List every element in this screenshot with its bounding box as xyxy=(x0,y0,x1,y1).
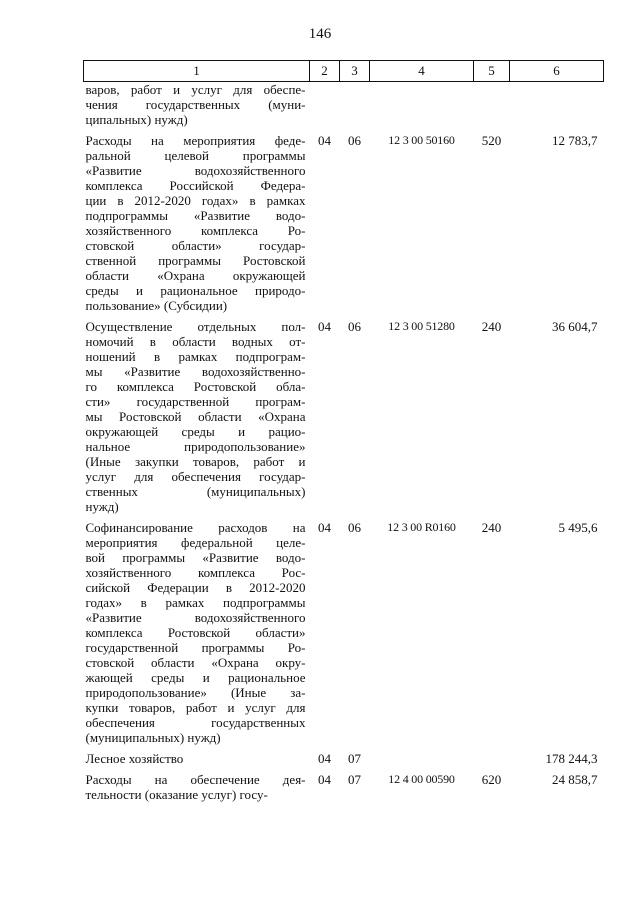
description-line: Расходы на обеспечение дея- xyxy=(85,772,306,787)
row-expense-type: 240 xyxy=(481,319,502,334)
page-number: 146 xyxy=(308,26,332,42)
description-line: окружающей среды и рацио- xyxy=(85,424,306,439)
description-line: вой программы «Развитие водо- xyxy=(85,550,306,565)
row-target-article xyxy=(370,751,474,766)
description-line: Осуществление отдельных пол- xyxy=(85,319,306,334)
description-line: Лесное хозяйство xyxy=(85,751,184,766)
row-amount: 178 244,3 xyxy=(545,751,598,766)
row-target-article: 12 3 00 50160 xyxy=(388,133,455,147)
description-line: сти» государственной програм- xyxy=(85,394,306,409)
table-header-row xyxy=(84,61,604,82)
row-target-article xyxy=(370,82,474,128)
header-col-6: 6 xyxy=(510,61,604,82)
description-line: чения государственных (муни- xyxy=(85,97,306,112)
header-col-2: 2 xyxy=(310,61,340,82)
description-line: мероприятия федеральной целе- xyxy=(85,535,306,550)
description-line: обеспечения государственных xyxy=(85,715,306,730)
description-line: подпрограммы «Развитие водо- xyxy=(85,208,306,223)
row-description xyxy=(84,751,310,766)
row-subsection-code: 07 xyxy=(348,772,361,787)
description-line: Софинансирование расходов на xyxy=(85,520,306,535)
row-target-article: 12 3 00 51280 xyxy=(388,319,455,333)
table-row xyxy=(84,520,604,745)
table-row xyxy=(84,751,604,766)
description-line: ральной целевой программы xyxy=(85,148,306,163)
description-line: тельности (оказание услуг) госу- xyxy=(85,787,268,802)
table-row xyxy=(84,319,604,514)
table-row xyxy=(84,772,604,802)
description-line: нальное природопользование» xyxy=(85,439,306,454)
description-line: государственной программы Ро- xyxy=(85,640,306,655)
row-description xyxy=(84,319,310,514)
description-line: купки товаров, работ и услуг для xyxy=(85,700,306,715)
row-subsection-code: 07 xyxy=(348,751,361,766)
row-description xyxy=(84,133,310,313)
row-target-article: 12 4 00 00590 xyxy=(388,772,455,786)
row-description xyxy=(84,82,310,128)
description-line: годах» в рамках подпрограммы xyxy=(85,595,306,610)
header-col-5: 5 xyxy=(474,61,510,82)
row-expense-type: 240 xyxy=(481,520,502,535)
description-line: ципальных) нужд) xyxy=(85,112,188,127)
description-line: среды и рациональное природо- xyxy=(85,283,306,298)
row-section-code: 04 xyxy=(318,520,331,535)
row-amount: 12 783,7 xyxy=(552,133,598,148)
table-row xyxy=(84,82,604,128)
description-line: (Иные закупки товаров, работ и xyxy=(85,454,306,469)
row-section-code xyxy=(310,82,340,128)
description-line: природопользование» (Иные за- xyxy=(85,685,306,700)
row-expense-type: 520 xyxy=(481,133,502,148)
description-line: хозяйственного комплекса Ро- xyxy=(85,223,306,238)
row-description xyxy=(84,772,310,802)
header-col-3: 3 xyxy=(340,61,370,82)
description-line: номочий в области водных от- xyxy=(85,334,306,349)
description-line: мы Ростовской области «Охрана xyxy=(85,409,306,424)
row-expense-type xyxy=(474,82,510,128)
row-amount: 24 858,7 xyxy=(552,772,598,787)
row-section-code: 04 xyxy=(318,772,331,787)
row-target-article: 12 3 00 R0160 xyxy=(387,520,456,534)
row-expense-type xyxy=(474,751,510,766)
description-line: комплекса Российской Федера- xyxy=(85,178,306,193)
description-line: стовской области «Охрана окру- xyxy=(85,655,306,670)
row-subsection-code xyxy=(340,82,370,128)
description-line: нужд) xyxy=(85,499,119,514)
description-line: комплекса Ростовской области» xyxy=(85,625,306,640)
budget-table xyxy=(83,60,604,802)
row-subsection-code: 06 xyxy=(348,319,361,334)
row-description xyxy=(84,520,310,745)
description-line: хозяйственного комплекса Рос- xyxy=(85,565,306,580)
description-line: Расходы на мероприятия феде- xyxy=(85,133,306,148)
header-col-1: 1 xyxy=(84,61,310,82)
description-line: варов, работ и услуг для обеспе- xyxy=(85,82,306,97)
header-col-4: 4 xyxy=(370,61,474,82)
row-section-code: 04 xyxy=(318,133,331,148)
row-section-code: 04 xyxy=(318,319,331,334)
row-subsection-code: 06 xyxy=(348,520,361,535)
row-expense-type: 620 xyxy=(481,772,502,787)
description-line: ношений в рамках подпрограм- xyxy=(85,349,306,364)
description-line: сийской Федерации в 2012-2020 xyxy=(85,580,306,595)
description-line: мы «Развитие водохозяйственно- xyxy=(85,364,306,379)
row-amount: 5 495,6 xyxy=(558,520,598,535)
description-line: стовской области» государ- xyxy=(85,238,306,253)
row-section-code: 04 xyxy=(318,751,331,766)
row-amount: 36 604,7 xyxy=(552,319,598,334)
description-line: области «Охрана окружающей xyxy=(85,268,306,283)
description-line: услуг для обеспечения государ- xyxy=(85,469,306,484)
table-row xyxy=(84,133,604,313)
description-line: «Развитие водохозяйственного xyxy=(85,163,306,178)
description-line: «Развитие водохозяйственного xyxy=(85,610,306,625)
description-line: ственных (муниципальных) xyxy=(85,484,306,499)
description-line: ственной программы Ростовской xyxy=(85,253,306,268)
description-line: го комплекса Ростовской обла- xyxy=(85,379,306,394)
description-line: ции в 2012-2020 годах» в рамках xyxy=(85,193,306,208)
description-line: (муниципальных) нужд) xyxy=(85,730,221,745)
description-line: пользование» (Субсидии) xyxy=(85,298,228,313)
description-line: жающей среды и рациональное xyxy=(85,670,306,685)
row-subsection-code: 06 xyxy=(348,133,361,148)
row-amount xyxy=(510,82,604,128)
